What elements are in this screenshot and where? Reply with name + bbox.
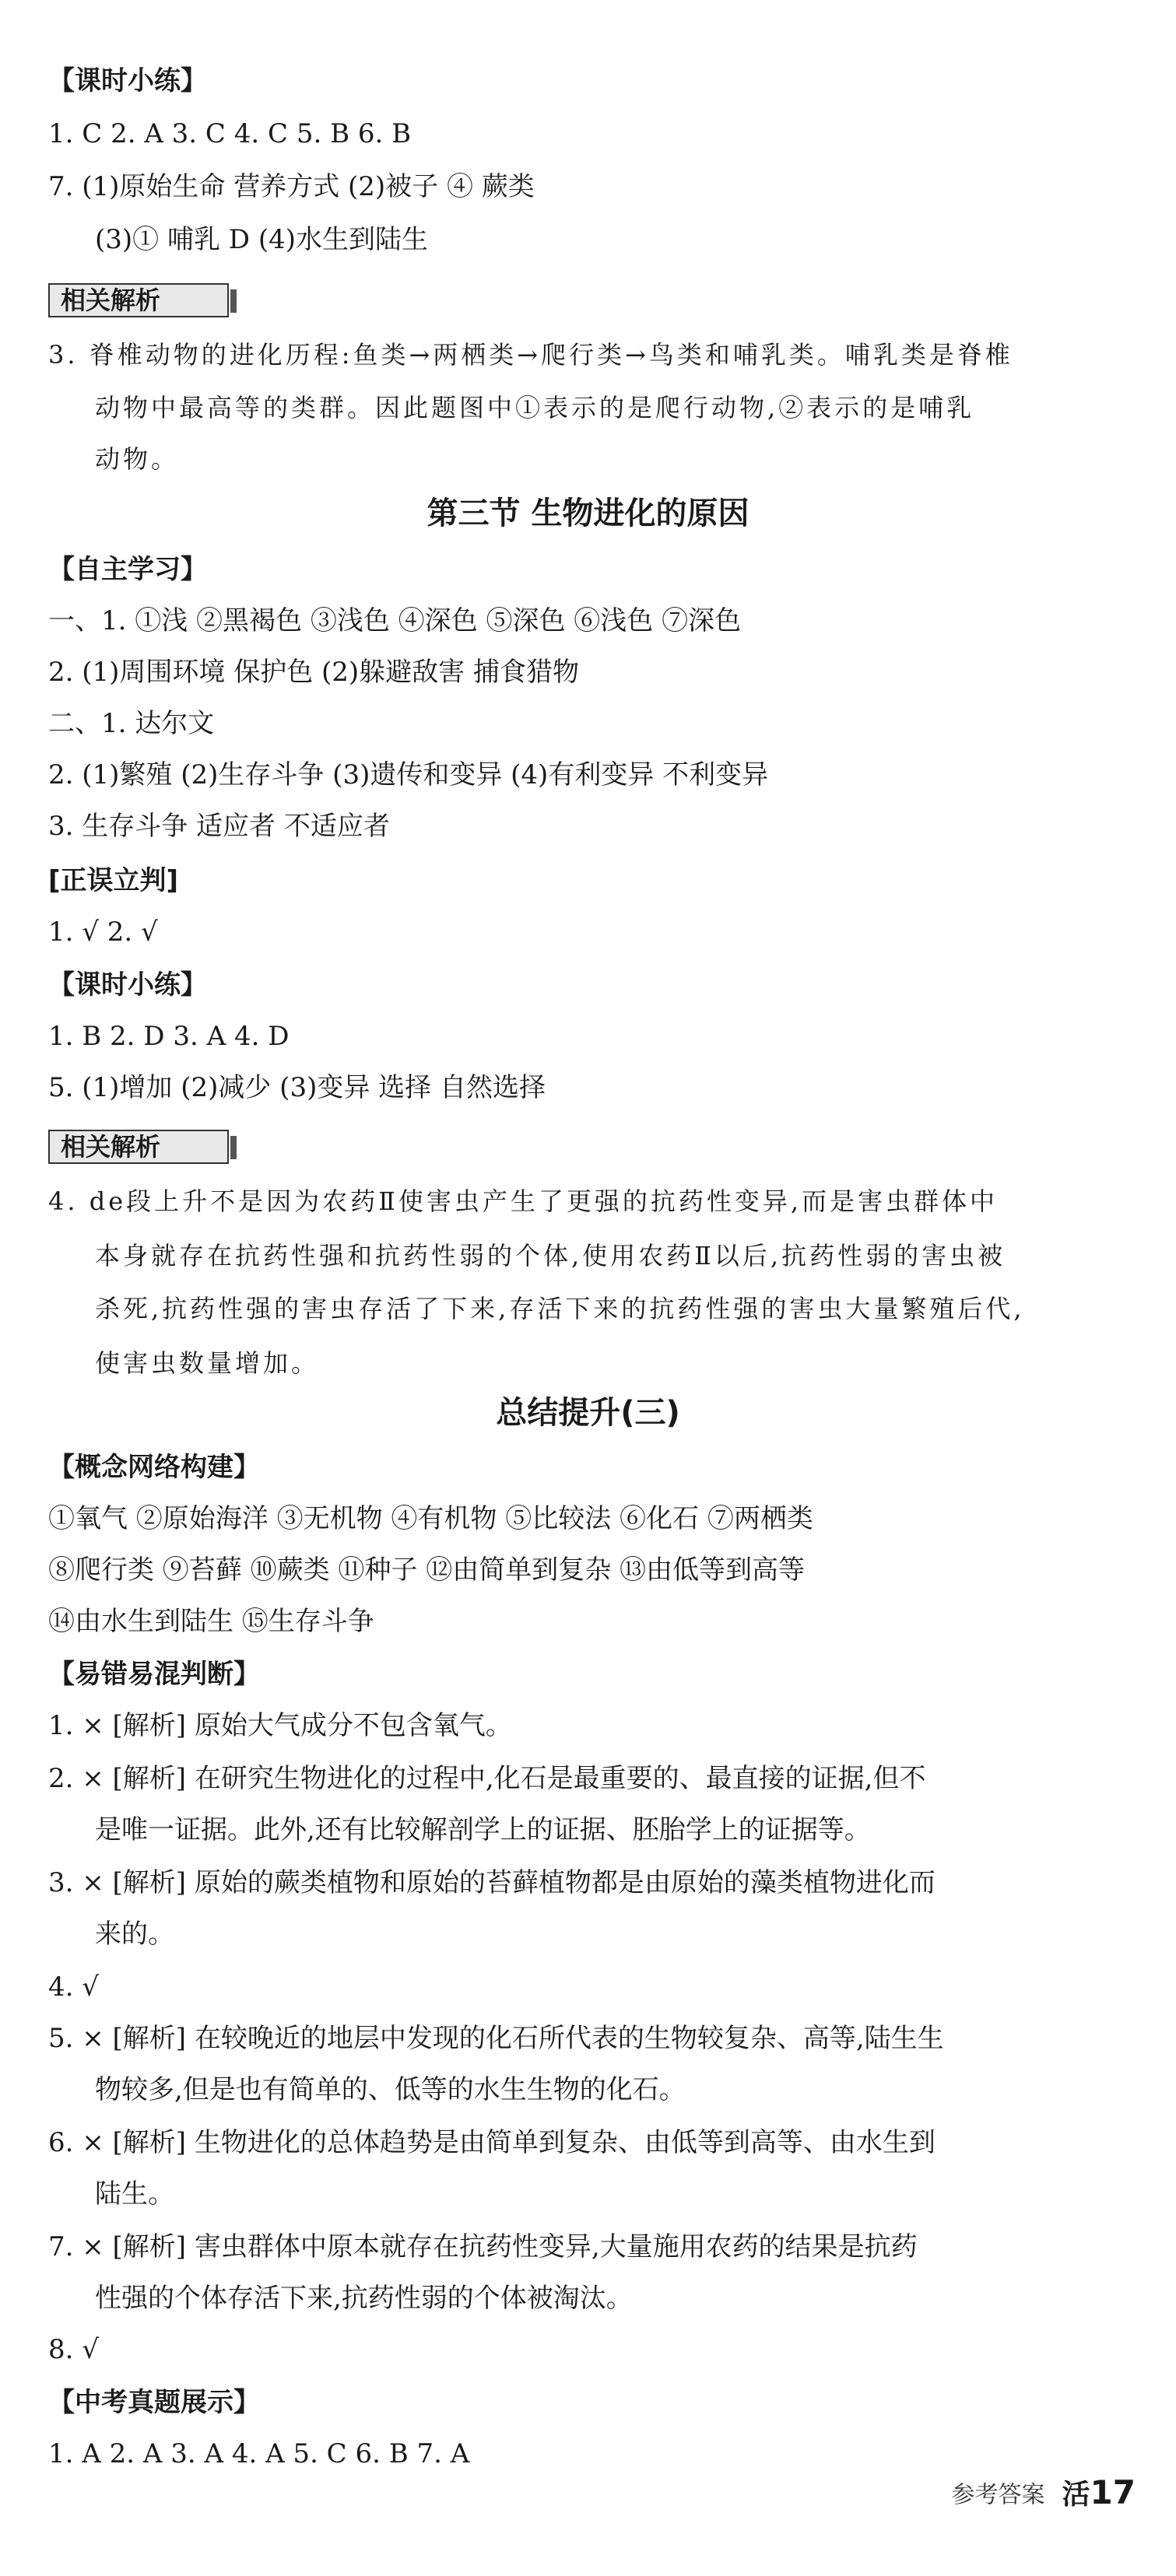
judgement-item: 性强的个体存活下来,抗药性弱的个体被淘汰。 xyxy=(95,2283,633,2314)
judgement-item: 6. × [解析] 生物进化的总体趋势是由简单到复杂、由低等到高等、由水生到 xyxy=(48,2127,936,2158)
analysis-text: 3. 脊椎动物的进化历程:鱼类→两栖类→爬行类→鸟类和哺乳类。哺乳类是脊椎 xyxy=(48,340,1013,370)
judgement-item: 1. × [解析] 原始大气成分不包含氧气。 xyxy=(48,1710,512,1741)
answer-line: ⑧爬行类 ⑨苔藓 ⑩蕨类 ⑪种子 ⑫由简单到复杂 ⑬由低等到高等 xyxy=(48,1554,806,1586)
section-header: 【概念网络构建】 xyxy=(48,1452,260,1483)
footer-caption: 参考答案 xyxy=(951,2481,1045,2509)
analysis-text: 使害虫数量增加。 xyxy=(95,1348,320,1378)
answer-line: 1. A 2. A 3. A 4. A 5. C 6. B 7. A xyxy=(48,2438,470,2469)
analysis-text: 动物中最高等的类群。因此题图中①表示的是爬行动物,②表示的是哺乳 xyxy=(95,393,975,422)
answer-line: ①氧气 ②原始海洋 ③无机物 ④有机物 ⑤比较法 ⑥化石 ⑦两栖类 xyxy=(48,1503,813,1534)
judgement-item: 陆生。 xyxy=(95,2178,174,2210)
section-header: 【课时小练】 xyxy=(48,65,207,96)
answer-line: 二、1. 达尔文 xyxy=(48,708,215,739)
answer-line: 3. 生存斗争 适应者 不适应者 xyxy=(48,811,390,842)
section-header: 【易错易混判断】 xyxy=(48,1659,260,1690)
analysis-text: 杀死,抗药性强的害虫存活了下来,存活下来的抗药性强的害虫大量繁殖后代, xyxy=(95,1294,1025,1323)
answer-line: 1. B 2. D 3. A 4. D xyxy=(48,1021,290,1052)
answer-line: ⑭由水生到陆生 ⑮生存斗争 xyxy=(48,1606,374,1637)
answer-line: (3)① 哺乳 D (4)水生到陆生 xyxy=(95,224,429,255)
judgement-item: 8. √ xyxy=(48,2334,99,2365)
judgement-item: 物较多,但是也有简单的、低等的水生生物的化石。 xyxy=(95,2074,686,2105)
answer-line: 5. (1)增加 (2)减少 (3)变异 选择 自然选择 xyxy=(48,1072,546,1103)
judgement-item: 2. × [解析] 在研究生物进化的过程中,化石是最重要的、最直接的证据,但不 xyxy=(48,1763,926,1794)
answer-line: 2. (1)繁殖 (2)生存斗争 (3)遗传和变异 (4)有利变异 不利变异 xyxy=(48,759,769,790)
analysis-text: 4. de段上升不是因为农药Ⅱ使害虫产生了更强的抗药性变异,而是害虫群体中 xyxy=(48,1186,999,1216)
answer-line: 1. √ 2. √ xyxy=(48,916,158,948)
page-footer xyxy=(952,2473,1136,2512)
section-header: 【课时小练】 xyxy=(48,969,207,1001)
judgement-item: 5. × [解析] 在较晚近的地层中发现的化石所代表的生物较复杂、高等,陆生生 xyxy=(48,2023,944,2054)
answer-line: 7. (1)原始生命 营养方式 (2)被子 ④ 蕨类 xyxy=(48,171,535,202)
answer-line: 一、1. ①浅 ②黑褐色 ③浅色 ④深色 ⑤深色 ⑥浅色 ⑦深色 xyxy=(48,605,742,636)
judgement-item: 来的。 xyxy=(95,1919,174,1950)
judgement-item: 3. × [解析] 原始的蕨类植物和原始的苔藓植物都是由原始的藻类植物进化而 xyxy=(48,1867,936,1898)
analysis-tag: 相关解析 xyxy=(48,1130,229,1164)
section-header: [正误立判] xyxy=(48,865,179,896)
answer-line: 2. (1)周围环境 保护色 (2)躲避敌害 捕食猎物 xyxy=(48,657,579,688)
page-number: 17 xyxy=(1090,2473,1136,2511)
judgement-item: 是唯一证据。此外,还有比较解剖学上的证据、胚胎学上的证据等。 xyxy=(95,1814,871,1845)
analysis-text: 动物。 xyxy=(95,444,180,474)
answer-line: 1. C 2. A 3. C 4. C 5. B 6. B xyxy=(48,118,412,149)
brand-mark: 活 xyxy=(1062,2479,1090,2511)
section-title: 总结提升(三) xyxy=(496,1395,680,1431)
judgement-item: 4. √ xyxy=(48,1971,99,2003)
section-header: 【中考真题展示】 xyxy=(48,2387,260,2418)
analysis-text: 本身就存在抗药性强和抗药性弱的个体,使用农药Ⅱ以后,抗药性弱的害虫被 xyxy=(95,1241,1006,1270)
section-title: 第三节 生物进化的原因 xyxy=(427,496,749,531)
section-header: 【自主学习】 xyxy=(48,554,207,585)
judgement-item: 7. × [解析] 害虫群体中原本就存在抗药性变异,大量施用农药的结果是抗药 xyxy=(48,2231,918,2262)
analysis-tag: 相关解析 xyxy=(48,283,229,317)
